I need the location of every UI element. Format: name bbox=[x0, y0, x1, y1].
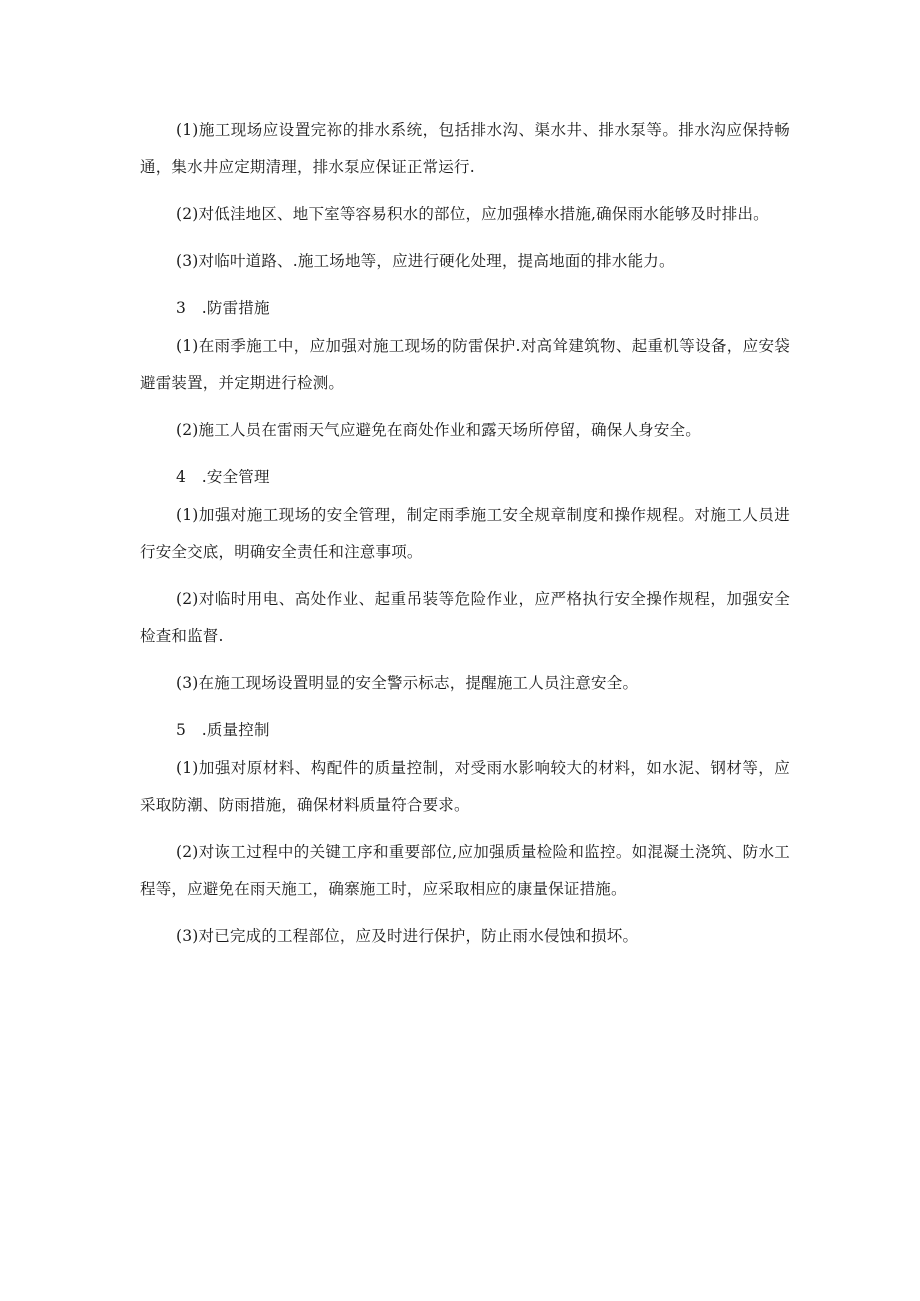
document-body bbox=[140, 112, 790, 965]
paragraph-safety-management: (1)加强对施工现场的安全管理，制定雨季施工安全规章制度和操作规程。对施工人员进行安全交底，明确安全责任和注意事项。 bbox=[140, 506, 790, 561]
paragraph-completed-works: (3)对已完成的工程部位，应及时进行保护，防止雨水侵蚀和损坏。 bbox=[176, 927, 639, 945]
paragraph-hazardous-work: (2)对临时用电、高处作业、起重吊装等危险作业，应严格执行安全操作规程，加强安全检查和监督. bbox=[140, 590, 790, 645]
section-heading-safety: 4 .安全管理 bbox=[176, 468, 270, 486]
paragraph-road-hardening: (3)对临叶道路、.施工场地等，应进行硬化处理，提高地面的排水能力。 bbox=[176, 252, 675, 270]
paragraph-low-lying-areas: (2)对低洼地区、地下室等容易积水的部位，应加强棒水措施,确保雨水能够及时排出。 bbox=[176, 205, 769, 223]
paragraph-warning-signs: (3)在施工现场设置明显的安全警示标志，提醒施工人员注意安全。 bbox=[176, 674, 639, 692]
section-heading-lightning: 3 .防雷措施 bbox=[176, 299, 270, 317]
paragraph-materials-control: (1)加强对原材料、构配件的质量控制，对受雨水影响较大的材料，如水泥、钢材等，应采取防潮、防雨措施，确保材料质量符合要求。 bbox=[140, 759, 790, 814]
paragraph-drainage-system: (1)施工现场应设置完祢的排水系统，包括排水沟、渠水井、排水泵等。排水沟应保持畅通，集水井应定期清理，排水泵应保证正常运行. bbox=[140, 121, 790, 176]
paragraph-thunderstorm-safety: (2)施工人员在雷雨天气应避免在商处作业和露天场所停留，确保人身安全。 bbox=[176, 421, 701, 439]
section-heading-quality: 5 .质量控制 bbox=[176, 721, 270, 739]
paragraph-key-processes: (2)对诙工过程中的关键工序和重要部位,应加强质量检险和监控。如混凝土浇筑、防水工程等，应避免在雨天施工，确寨施工时，应采取相应的康量保证措施。 bbox=[140, 843, 790, 898]
paragraph-lightning-protection: (1)在雨季施工中，应加强对施工现场的防雷保护.对高耸建筑物、起重机等设备，应安袋避雷装置，并定期进行检测。 bbox=[140, 337, 790, 392]
